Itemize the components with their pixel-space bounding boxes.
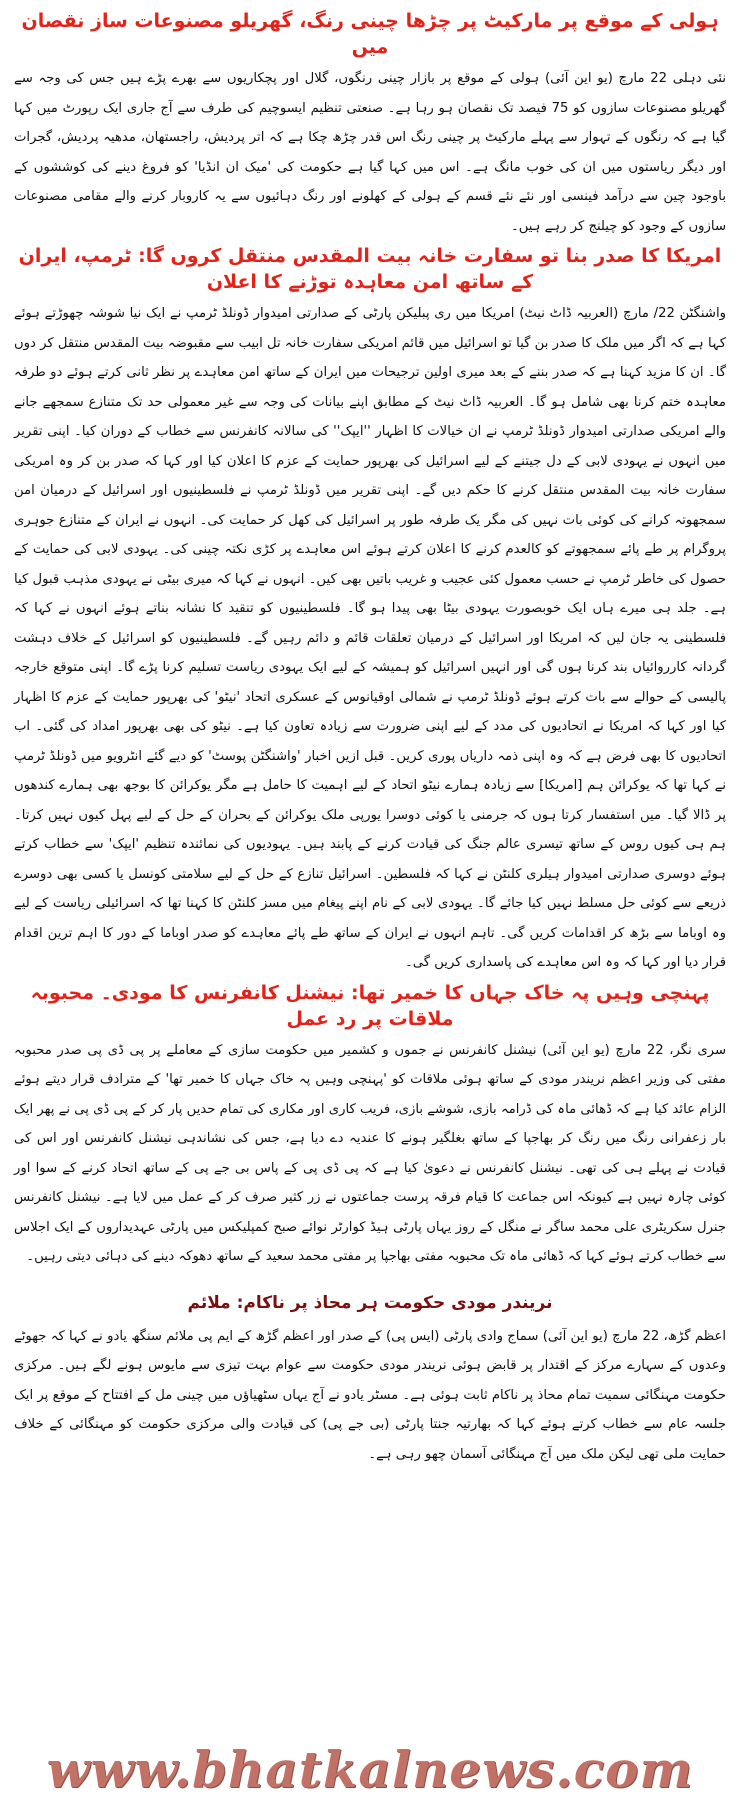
article-trump-embassy (14, 243, 726, 978)
site-url[interactable]: www.bhatkalnews.com (46, 1739, 694, 1799)
article-mulayam-modi (14, 1290, 726, 1470)
article-body: سری نگر، 22 مارچ (یو این آئی) نیشنل کانفرنس نے جموں و کشمیر میں حکومت سازی کے معاملے پر پی ڈی پی صدر محبوبہ مفتی کی وزیر اعظم نریندر مودی کے ساتھ ہوئی ملاقات کو 'پہنچی وہیں پہ خاک جہاں کا خمیر تھا' کے مترادف قرار دیتے ہوئے الزام عائد کیا ہے کہ ڈھائی ماہ کی ڈرامہ بازی، شوشے بازی، فریب کاری اور مکاری کی تمام حدیں پار کر کے پی ڈی پی نے پھر ایک بار زعفرانی رنگ میں رنگ کر بھاجپا کے ساتھ بغلگیر ہونے کا عندیہ دے دیا ہے، جس کی نشاندہی نیشنل کانفرنس اور اس کی قیادت نے پہلے ہی کی تھی۔ نیشنل کانفرنس نے دعویٰ کیا ہے کہ پی ڈی پی کے پاس بی جے پی کے ساتھ اتحاد کرنے کے سوا اور کوئی چارہ نہیں ہے کیونکہ اس جماعت کا قیام فرقہ پرست جماعتوں نے زر کثیر صرف کر کے عمل میں لایا ہے۔ نیشنل کانفرنس جنرل سکریٹری علی محمد ساگر نے منگل کے روز یہاں پارٹی ہیڈ کوارٹر نوائے صبح کمپلیکس میں پارٹی عہدیداروں کے ایک اجلاس سے خطاب کرتے ہوئے کہا کہ ڈھائی ماہ تک محبوبہ مفتی بھاجپا پر مفتی محمد سعید کے ساتھ دھوکہ دینے کی دہائی دیتی رہیں۔ (14, 1042, 726, 1264)
article-body: واشنگٹن 22/ مارچ (العربیہ ڈاٹ نیٹ) امریکا میں ری پبلیکن پارٹی کے صدارتی امیدوار ڈونلڈ ٹرمپ نے ایک نیا شوشہ چھوڑتے ہوئے کہا ہے کہ اگر میں ملک کا صدر بن گیا تو اسرائیل میں قائم امریکی سفارت خانہ تل ابیب سے مقبوضہ بیت المقدس منتقل کر دوں گا۔ ان کا مزید کہنا ہے کہ صدر بننے کے بعد میری اولین ترجیحات میں ایران کے ساتھ امن معاہدے پر نظر ثانی کرتے ہوئے دو طرفہ معاہدہ ختم کرنا بھی شامل ہو گا۔ العربیہ ڈاٹ نیٹ کے مطابق اپنے بیانات کی وجہ سے غیر معمولی حد تک متنازع سمجھے جانے والے امریکی صدارتی امیدوار ڈونلڈ ٹرمپ نے ان خیالات کا اظہار ''ایپک'' کی سالانہ کانفرنس سے خطاب کے دوران کیا۔ اپنی تقریر میں انہوں نے یہودی لابی کے دل جیتنے کے لیے اسرائیل کی بھرپور حمایت کے عزم کا اعلان کیا اور کہا کہ صدر بن کر وہ امریکی سفارت خانہ بیت المقدس منتقل کرنے کا حکم دیں گے۔ اپنی تقریر میں ڈونلڈ ٹرمپ نے فلسطینیوں اور اسرائیل کے درمیان امن سمجھوتہ کرانے کی کوئی بات نہیں کی مگر یک طرفہ طور پر اسرائیل کی کھل کر حمایت کی۔ انہوں نے ایران کے متنازع جوہری پروگرام پر طے پائے سمجھوتے کو کالعدم کرنے کا اعلان کرتے ہوئے اس معاہدے پر کڑی نکتہ چینی کی۔ یہودی لابی کی حمایت کے حصول کی خاطر ٹرمپ نے حسب معمول کئی عجیب و غریب باتیں بھی کیں۔ انہوں نے کہا کہ میری بیٹی نے یہودی مذہب قبول کیا ہے۔ جلد ہی میرے ہاں ایک خوبصورت یہودی بیٹا بھی پیدا ہو گا۔ فلسطینیوں کو تنقید کا نشانہ بناتے ہوئے انہوں نے کہا کہ فلسطینی یہ جان لیں کہ امریکا اور اسرائیل کے درمیان تعلقات قائم و دائم رہیں گے۔ فلسطینیوں کو اسرائیل کے خلاف دہشت گردانہ کارروائیاں بند کرنا ہوں گی اور انہیں اسرائیل کو ہمیشہ کے لیے ایک یہودی ریاست تسلیم کرنا پڑے گا۔ اپنی متوقع خارجہ پالیسی کے حوالے سے بات کرتے ہوئے ڈونلڈ ٹرمپ نے شمالی اوقیانوس کے عسکری اتحاد 'نیٹو' کی بھرپور حمایت کے عزم کا اظہار کیا اور کہا کہ امریکا نے اتحادیوں کی مدد کے لیے اپنی ضرورت سے زیادہ تعاون کیا ہے۔ نیٹو کی بھی بھرپور امداد کی گئی۔ اب اتحادیوں کا بھی فرض ہے کہ وہ اپنی ذمہ داریاں پوری کریں۔ قبل ازیں اخبار 'واشنگٹن پوسٹ' کو دیے گئے انٹرویو میں ڈونلڈ ٹرمپ نے کہا تھا کہ یوکرائن ہم [امریکا] سے زیادہ ہمارے نیٹو اتحاد کے لیے اہمیت کا حامل ہے مگر یوکرائن کا بوجھ بھی ہمارے کندھوں پر ڈالا گیا۔ میں استفسار کرتا ہوں کہ جرمنی یا کوئی دوسرا یورپی ملک یوکرائن کے بحران کے حل کے لیے پہل کیوں نہیں کرتا۔ ہم ہی کیوں روس کے ساتھ تیسری عالم جنگ کی قیادت کرنے کے پابند ہیں۔ یہودیوں کی نمائندہ تنظیم 'ایپک' سے خطاب کرتے ہوئے دوسری صدارتی امیدوار ہیلری کلنٹن نے کہا کہ فلسطین۔ اسرائیل تنازع کے حل کے لیے سلامتی کونسل یا کسی بھی دوسرے ذریعے سے کوئی حل مسلط نہیں کیا جائے گا۔ یہودی لابی کے نام اپنے پیغام میں مسز کلنٹن کا کہنا تھا کہ اسرائیلی ریاست کے لیے وہ اوباما سے بڑھ کر اقدامات کریں گی۔ تاہم انہوں نے ایران کے ساتھ طے پائے معاہدے کو صدر اوباما کے دور کا اہم ترین اقدام قرار دیا اور کہا کہ وہ اس معاہدے کی پاسداری کریں گی۔ (14, 306, 726, 970)
article-headline: نریندر مودی حکومت ہر محاذ پر ناکام: ملائم (187, 1292, 553, 1313)
article-headline: امریکا کا صدر بنا تو سفارت خانہ بیت المقدس منتقل کروں گا: ٹرمپ، ایران کے ساتھ امن معاہدہ توڑنے کا اعلان (18, 245, 722, 293)
article-national-conference (14, 980, 726, 1272)
article-holi-chinese-colors (14, 8, 726, 241)
article-body: نئی دہلی 22 مارچ (یو این آئی) ہولی کے موقع پر بازار چینی رنگوں، گلال اور پچکاریوں سے بھرے پڑے ہیں جس کی وجہ سے گھریلو مصنوعات سازوں کو 75 فیصد تک نقصان ہو رہا ہے۔ صنعتی تنظیم ایسوچیم کی طرف سے آج جاری ایک رپورٹ میں کہا گیا ہے کہ رنگوں کے تہوار سے پہلے مارکیٹ پر چینی رنگ اس قدر چڑھ چکا ہے کہ اتر پردیش، راجستھان، مدھیہ پردیش، گجرات اور دیگر ریاستوں میں ان کی خوب مانگ ہے۔ اس میں کہا گیا ہے حکومت کی 'میک ان انڈیا' کو فروغ دینے کی کوششوں کے باوجود چین سے درآمد فینسی اور نئے نئے قسم کے ہولی کے کھلونے اور رنگ دہائیوں سے یہ کاروبار کرنے والے مقامی مصنوعات سازوں کے وجود کو چیلنج کر رہے ہیں۔ (14, 71, 727, 234)
article-headline: ہولی کے موقع پر مارکیٹ پر چڑھا چینی رنگ، گھریلو مصنوعات ساز نقصان میں (21, 10, 719, 58)
article-headline: پہنچی وہیں پہ خاک جہاں کا خمیر تھا: نیشنل کانفرنس کا مودی۔ محبوبہ ملاقات پر رد عمل (30, 981, 710, 1030)
site-watermark (0, 1738, 740, 1800)
article-body: اعظم گڑھ، 22 مارچ (یو این آئی) سماج وادی پارٹی (ایس پی) کے صدر اور اعظم گڑھ کے ایم پی ملائم سنگھ یادو نے کہا کہ جھوٹے وعدوں کے سہارے مرکز کے اقتدار پر قابض ہوئی نریندر مودی حکومت سے عوام بہت تیزی سے مایوس ہونے لگے ہیں۔ مرکزی حکومت مہنگائی سمیت تمام محاذ پر ناکام ثابت ہوئی ہے۔ مسٹر یادو نے آج یہاں سٹھیاؤں میں چینی مل کے افتتاح کے موقع پر ایک جلسہ عام سے خطاب کرتے ہوئے کہا کہ بھارتیہ جنتا پارٹی (بی جے پی) کی قیادت والی مرکزی حکومت کو مہنگائی کے خلاف حمایت ملی تھی لیکن ملک میں آج مہنگائی آسمان چھو رہی ہے۔ (14, 1328, 726, 1462)
